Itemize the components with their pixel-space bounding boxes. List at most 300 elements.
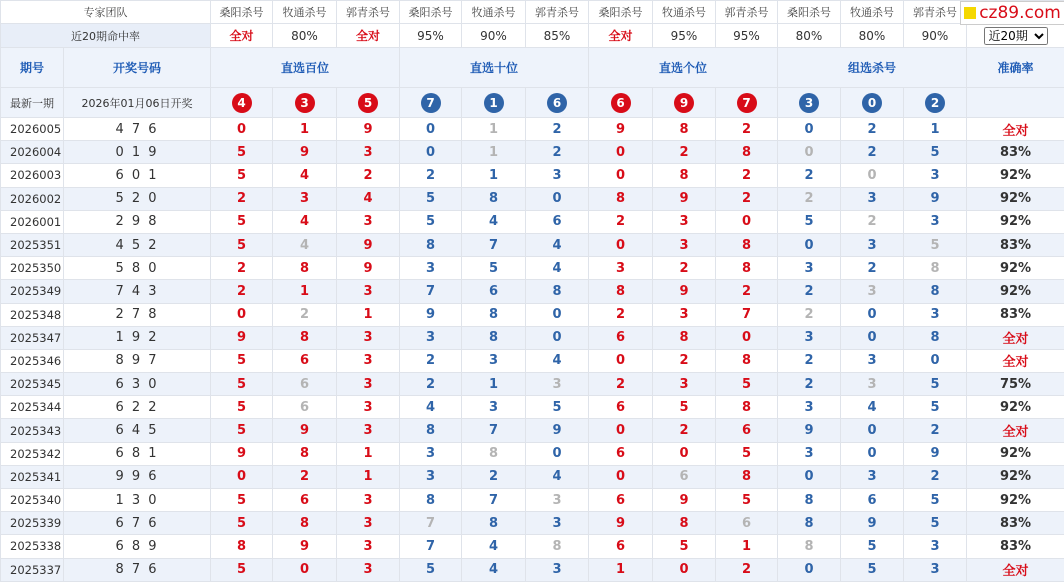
kill-number: 3 (337, 512, 400, 535)
draw-numbers: 2 7 8 (64, 303, 211, 326)
accuracy-value: 全对 (967, 419, 1064, 442)
history-row (1, 303, 1064, 326)
kill-number: 2 (841, 118, 904, 141)
kill-number: 2 (716, 187, 778, 210)
expert-name: 桑阳杀号 (778, 1, 841, 24)
kill-number: 1 (337, 442, 400, 465)
kill-number: 2 (211, 257, 273, 280)
expert-name: 郭青杀号 (526, 1, 589, 24)
accuracy-value: 75% (967, 373, 1064, 396)
issue-number: 2025347 (1, 326, 64, 349)
kill-ball: 1 (484, 93, 504, 113)
kill-number: 8 (653, 118, 716, 141)
history-row (1, 512, 1064, 535)
draw-numbers: 6 3 0 (64, 373, 211, 396)
history-row (1, 326, 1064, 349)
kill-number: 3 (653, 303, 716, 326)
kill-number: 5 (841, 558, 904, 581)
kill-number: 1 (716, 535, 778, 558)
latest-ball-cell (337, 88, 400, 118)
kill-number: 8 (904, 326, 967, 349)
kill-number: 6 (653, 465, 716, 488)
kill-number: 5 (653, 396, 716, 419)
group-header-combo: 组选杀号 (778, 48, 967, 88)
kill-number: 2 (778, 187, 841, 210)
kill-number: 4 (526, 257, 589, 280)
history-row (1, 280, 1064, 303)
kill-number: 0 (526, 326, 589, 349)
draw-numbers: 8 9 7 (64, 349, 211, 372)
kill-number: 8 (589, 187, 653, 210)
issue-number: 2025343 (1, 419, 64, 442)
latest-ball-cell (589, 88, 653, 118)
accuracy-value: 83% (967, 512, 1064, 535)
kill-number: 8 (904, 257, 967, 280)
kill-number: 4 (526, 233, 589, 256)
logo-square-icon (964, 7, 976, 19)
kill-number: 3 (400, 442, 462, 465)
kill-number: 2 (589, 373, 653, 396)
kill-number: 9 (589, 118, 653, 141)
issue-header: 期号 (1, 48, 64, 88)
kill-number: 3 (526, 373, 589, 396)
kill-number: 5 (211, 489, 273, 512)
kill-ball: 3 (295, 93, 315, 113)
kill-number: 1 (337, 465, 400, 488)
kill-number: 9 (589, 512, 653, 535)
kill-number: 8 (589, 280, 653, 303)
accuracy-value: 全对 (967, 326, 1064, 349)
kill-number: 4 (526, 349, 589, 372)
hit-rate: 80% (841, 24, 904, 48)
kill-number: 6 (841, 489, 904, 512)
kill-number: 2 (526, 118, 589, 141)
history-row (1, 489, 1064, 512)
kill-number: 0 (778, 141, 841, 164)
kill-number: 2 (716, 280, 778, 303)
kill-number: 6 (273, 349, 337, 372)
history-row (1, 118, 1064, 141)
hit-rate: 90% (462, 24, 526, 48)
history-row (1, 187, 1064, 210)
draw-numbers: 6 8 9 (64, 535, 211, 558)
kill-number: 0 (841, 419, 904, 442)
kill-ball: 3 (799, 93, 819, 113)
kill-number: 0 (589, 465, 653, 488)
kill-number: 9 (337, 118, 400, 141)
expert-name: 郭青杀号 (337, 1, 400, 24)
kill-number: 8 (778, 512, 841, 535)
kill-number: 2 (653, 257, 716, 280)
kill-number: 0 (211, 118, 273, 141)
site-logo[interactable] (960, 1, 1064, 25)
kill-number: 9 (904, 442, 967, 465)
history-row (1, 373, 1064, 396)
kill-number: 9 (211, 442, 273, 465)
accuracy-value: 92% (967, 280, 1064, 303)
hit-rate: 95% (400, 24, 462, 48)
issue-number: 2026001 (1, 210, 64, 233)
issue-number: 2026004 (1, 141, 64, 164)
group-header-hundreds: 直选百位 (211, 48, 400, 88)
kill-number: 5 (462, 257, 526, 280)
kill-number: 6 (273, 489, 337, 512)
hit-rate: 90% (904, 24, 967, 48)
kill-number: 8 (653, 164, 716, 187)
kill-number: 4 (273, 164, 337, 187)
kill-number: 6 (589, 442, 653, 465)
kill-number: 5 (716, 442, 778, 465)
history-row (1, 465, 1064, 488)
kill-number: 9 (273, 141, 337, 164)
issue-number: 2025340 (1, 489, 64, 512)
kill-number: 5 (904, 233, 967, 256)
kill-number: 9 (337, 233, 400, 256)
kill-number: 0 (211, 465, 273, 488)
kill-number: 8 (462, 187, 526, 210)
kill-number: 3 (462, 349, 526, 372)
kill-number: 3 (400, 326, 462, 349)
kill-number: 6 (716, 419, 778, 442)
group-header-units: 直选个位 (589, 48, 778, 88)
kill-number: 3 (273, 187, 337, 210)
kill-number: 5 (211, 396, 273, 419)
kill-number: 2 (716, 118, 778, 141)
history-row (1, 535, 1064, 558)
kill-number: 0 (589, 141, 653, 164)
accuracy-header: 准确率 (967, 48, 1064, 88)
history-row (1, 558, 1064, 581)
kill-number: 2 (653, 419, 716, 442)
kill-number: 5 (904, 373, 967, 396)
kill-number: 2 (273, 303, 337, 326)
kill-number: 4 (462, 210, 526, 233)
kill-number: 2 (589, 210, 653, 233)
kill-number: 9 (337, 257, 400, 280)
latest-ball-cell (841, 88, 904, 118)
expert-name: 牧通杀号 (462, 1, 526, 24)
latest-ball-cell (211, 88, 273, 118)
kill-number: 5 (211, 164, 273, 187)
issue-number: 2026005 (1, 118, 64, 141)
kill-number: 3 (653, 210, 716, 233)
kill-number: 0 (778, 465, 841, 488)
kill-number: 7 (400, 535, 462, 558)
kill-number: 3 (841, 187, 904, 210)
kill-number: 0 (589, 233, 653, 256)
kill-number: 8 (400, 233, 462, 256)
kill-number: 2 (211, 187, 273, 210)
issue-number: 2025349 (1, 280, 64, 303)
issue-number: 2025344 (1, 396, 64, 419)
draw-numbers: 1 9 2 (64, 326, 211, 349)
kill-number: 5 (400, 558, 462, 581)
expert-name: 牧通杀号 (841, 1, 904, 24)
kill-number: 0 (716, 326, 778, 349)
hit-rate: 全对 (337, 24, 400, 48)
kill-number: 3 (337, 349, 400, 372)
kill-number: 0 (716, 210, 778, 233)
kill-number: 9 (273, 535, 337, 558)
kill-number: 0 (400, 141, 462, 164)
kill-number: 7 (462, 489, 526, 512)
kill-number: 8 (716, 141, 778, 164)
kill-number: 8 (400, 489, 462, 512)
hit-rate: 95% (653, 24, 716, 48)
latest-accuracy (967, 88, 1064, 118)
kill-number: 2 (211, 280, 273, 303)
history-row (1, 442, 1064, 465)
kill-number: 3 (337, 373, 400, 396)
accuracy-value: 83% (967, 535, 1064, 558)
kill-number: 5 (211, 210, 273, 233)
kill-number: 8 (462, 512, 526, 535)
kill-number: 0 (589, 164, 653, 187)
kill-number: 1 (462, 141, 526, 164)
issue-number: 2025341 (1, 465, 64, 488)
kill-number: 8 (716, 349, 778, 372)
kill-ball: 4 (232, 93, 252, 113)
accuracy-value: 全对 (967, 118, 1064, 141)
group-header-tens: 直选十位 (400, 48, 589, 88)
kill-number: 5 (211, 419, 273, 442)
kill-number: 5 (841, 535, 904, 558)
kill-number: 1 (273, 118, 337, 141)
kill-number: 8 (716, 233, 778, 256)
expert-name: 牧通杀号 (653, 1, 716, 24)
draw-numbers: 6 7 6 (64, 512, 211, 535)
kill-number: 4 (841, 396, 904, 419)
kill-number: 2 (778, 349, 841, 372)
kill-number: 3 (526, 512, 589, 535)
kill-ball: 7 (421, 93, 441, 113)
kill-number: 5 (211, 512, 273, 535)
kill-number: 2 (400, 164, 462, 187)
kill-number: 2 (400, 373, 462, 396)
accuracy-value: 全对 (967, 349, 1064, 372)
draw-header: 开奖号码 (64, 48, 211, 88)
latest-ball-cell (716, 88, 778, 118)
expert-name: 郭青杀号 (716, 1, 778, 24)
kill-number: 2 (778, 373, 841, 396)
kill-number: 8 (211, 535, 273, 558)
kill-number: 1 (904, 118, 967, 141)
kill-number: 9 (653, 280, 716, 303)
kill-number: 4 (462, 558, 526, 581)
expert-name: 桑阳杀号 (211, 1, 273, 24)
kill-number: 2 (904, 465, 967, 488)
kill-ball: 2 (925, 93, 945, 113)
history-row (1, 419, 1064, 442)
kill-number: 3 (337, 396, 400, 419)
kill-number: 8 (526, 535, 589, 558)
kill-number: 9 (841, 512, 904, 535)
accuracy-value: 83% (967, 141, 1064, 164)
kill-number: 6 (589, 396, 653, 419)
kill-number: 3 (904, 558, 967, 581)
issue-number: 2025348 (1, 303, 64, 326)
kill-number: 3 (526, 558, 589, 581)
latest-ball-cell (526, 88, 589, 118)
kill-number: 7 (400, 280, 462, 303)
history-row (1, 141, 1064, 164)
issue-number: 2025351 (1, 233, 64, 256)
kill-number: 3 (653, 373, 716, 396)
history-row (1, 210, 1064, 233)
kill-number: 3 (841, 233, 904, 256)
kill-number: 3 (337, 558, 400, 581)
kill-number: 3 (526, 164, 589, 187)
kill-number: 1 (462, 164, 526, 187)
accuracy-value: 92% (967, 210, 1064, 233)
kill-number: 8 (273, 326, 337, 349)
latest-ball-cell (904, 88, 967, 118)
kill-number: 6 (589, 326, 653, 349)
issue-number: 2025342 (1, 442, 64, 465)
kill-number: 0 (526, 303, 589, 326)
kill-number: 3 (778, 326, 841, 349)
kill-number: 4 (273, 233, 337, 256)
accuracy-value: 全对 (967, 558, 1064, 581)
kill-number: 2 (273, 465, 337, 488)
kill-number: 3 (589, 257, 653, 280)
kill-number: 9 (526, 419, 589, 442)
kill-number: 5 (211, 233, 273, 256)
issue-number: 2026003 (1, 164, 64, 187)
draw-numbers: 5 2 0 (64, 187, 211, 210)
period-select[interactable] (984, 27, 1048, 45)
history-row (1, 349, 1064, 372)
history-row (1, 164, 1064, 187)
kill-number: 8 (526, 280, 589, 303)
kill-number: 6 (273, 373, 337, 396)
kill-number: 5 (526, 396, 589, 419)
kill-number: 9 (778, 419, 841, 442)
kill-number: 2 (778, 164, 841, 187)
draw-numbers: 8 7 6 (64, 558, 211, 581)
draw-numbers: 6 8 1 (64, 442, 211, 465)
kill-number: 0 (526, 442, 589, 465)
kill-number: 5 (400, 210, 462, 233)
kill-number: 8 (778, 535, 841, 558)
kill-number: 2 (526, 141, 589, 164)
kill-number: 8 (273, 442, 337, 465)
draw-numbers: 6 4 5 (64, 419, 211, 442)
kill-number: 4 (400, 396, 462, 419)
kill-number: 0 (904, 349, 967, 372)
kill-number: 3 (337, 280, 400, 303)
latest-ball-cell (653, 88, 716, 118)
kill-number: 0 (589, 349, 653, 372)
kill-ball: 6 (547, 93, 567, 113)
kill-number: 0 (841, 442, 904, 465)
kill-number: 0 (778, 233, 841, 256)
kill-ball: 0 (862, 93, 882, 113)
kill-number: 3 (337, 419, 400, 442)
issue-number: 2025339 (1, 512, 64, 535)
kill-number: 1 (462, 118, 526, 141)
logo-text: cz89.com (979, 3, 1061, 23)
kill-number: 3 (904, 164, 967, 187)
kill-number: 0 (400, 118, 462, 141)
kill-ball: 9 (674, 93, 694, 113)
accuracy-value: 83% (967, 233, 1064, 256)
kill-number: 9 (904, 187, 967, 210)
expert-name: 牧通杀号 (273, 1, 337, 24)
draw-numbers: 6 2 2 (64, 396, 211, 419)
latest-issue-row (1, 88, 1064, 118)
latest-ball-cell (778, 88, 841, 118)
kill-number: 0 (589, 419, 653, 442)
kill-number: 0 (653, 442, 716, 465)
kill-number: 8 (462, 326, 526, 349)
kill-number: 5 (211, 141, 273, 164)
draw-numbers: 1 3 0 (64, 489, 211, 512)
kill-number: 2 (337, 164, 400, 187)
kill-number: 0 (841, 164, 904, 187)
hit-rate: 80% (273, 24, 337, 48)
kill-number: 2 (904, 419, 967, 442)
kill-number: 0 (841, 326, 904, 349)
kill-number: 6 (526, 210, 589, 233)
accuracy-value: 92% (967, 396, 1064, 419)
kill-number: 8 (653, 512, 716, 535)
kill-number: 2 (778, 303, 841, 326)
kill-number: 7 (400, 512, 462, 535)
kill-number: 8 (462, 303, 526, 326)
kill-number: 4 (337, 187, 400, 210)
kill-number: 3 (653, 233, 716, 256)
kill-ball: 5 (358, 93, 378, 113)
issue-number: 2025346 (1, 349, 64, 372)
issue-number: 2026002 (1, 187, 64, 210)
kill-number: 5 (904, 396, 967, 419)
draw-numbers: 4 7 6 (64, 118, 211, 141)
period-select-cell (967, 24, 1064, 48)
accuracy-value: 92% (967, 187, 1064, 210)
kill-number: 2 (462, 465, 526, 488)
kill-number: 2 (841, 210, 904, 233)
kill-number: 0 (526, 187, 589, 210)
kill-number: 3 (400, 465, 462, 488)
hit-rate-label: 近20期命中率 (1, 24, 211, 48)
kill-number: 5 (211, 373, 273, 396)
kill-number: 5 (211, 349, 273, 372)
kill-number: 5 (716, 373, 778, 396)
draw-numbers: 7 4 3 (64, 280, 211, 303)
kill-number: 6 (462, 280, 526, 303)
latest-ball-cell (400, 88, 462, 118)
kill-number: 3 (904, 303, 967, 326)
issue-number: 2025345 (1, 373, 64, 396)
hit-rate: 全对 (589, 24, 653, 48)
expert-names-row (1, 1, 1064, 24)
latest-draw-date: 2026年01月06日开奖 (64, 88, 211, 118)
hit-rate: 95% (716, 24, 778, 48)
kill-number: 8 (904, 280, 967, 303)
draw-numbers: 0 1 9 (64, 141, 211, 164)
kill-number: 0 (778, 558, 841, 581)
kill-number: 4 (273, 210, 337, 233)
kill-number: 5 (778, 210, 841, 233)
hit-rate: 85% (526, 24, 589, 48)
kill-number: 9 (653, 489, 716, 512)
kill-number: 0 (841, 303, 904, 326)
draw-numbers: 2 9 8 (64, 210, 211, 233)
kill-number: 8 (716, 257, 778, 280)
kill-number: 3 (337, 535, 400, 558)
kill-number: 7 (716, 303, 778, 326)
